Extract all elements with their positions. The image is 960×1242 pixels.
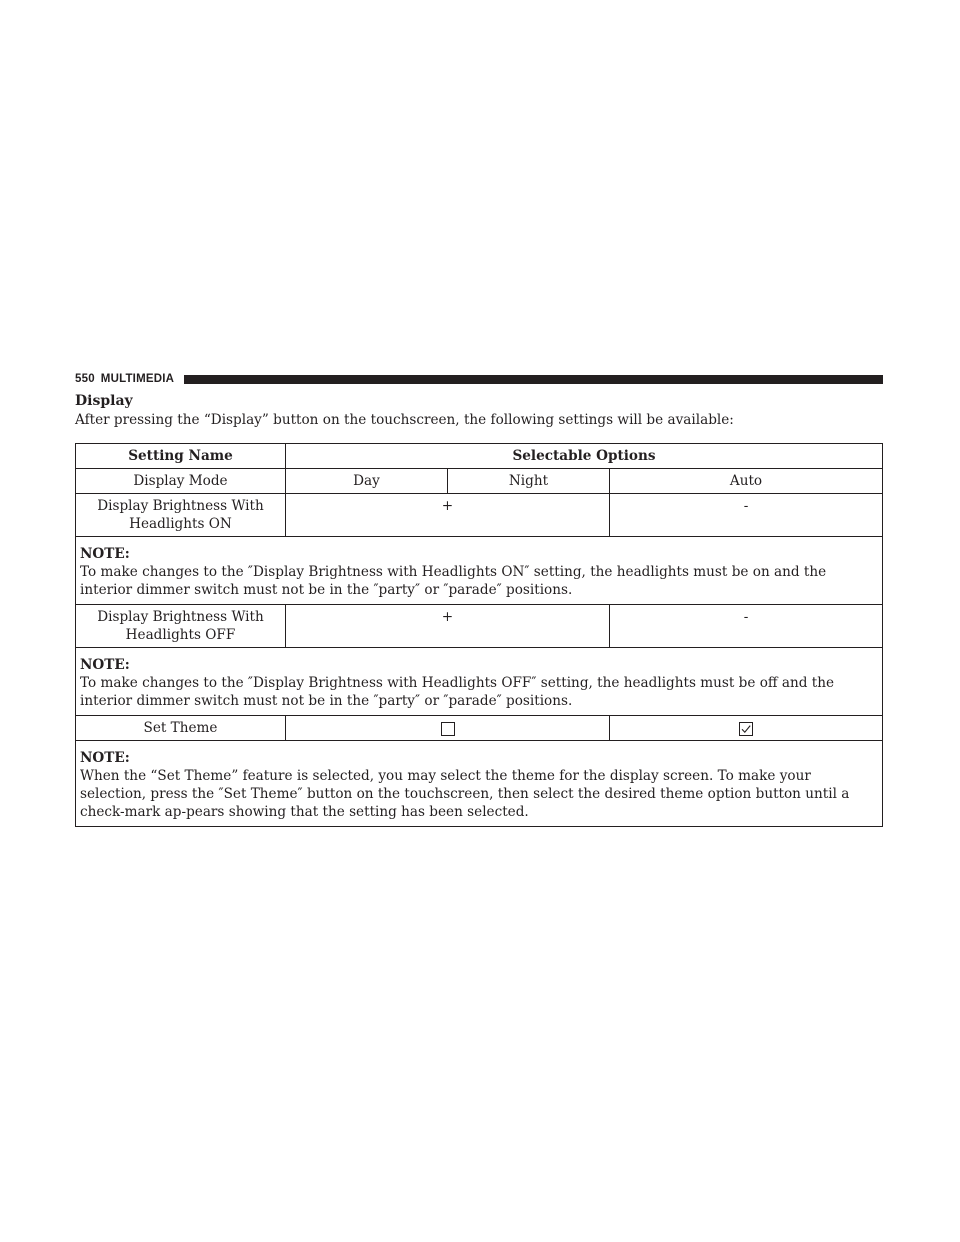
option-auto: Auto [610, 469, 883, 494]
option-theme-checked [610, 716, 883, 741]
header-rule [184, 375, 883, 384]
setting-name-line: Display Brightness With [97, 498, 264, 514]
option-theme-unchecked [286, 716, 610, 741]
note-label: NOTE: [80, 546, 130, 562]
page-number: 550 [75, 373, 95, 385]
table-row [76, 716, 883, 741]
note-brightness-on [76, 537, 883, 605]
option-plus: + [286, 605, 610, 648]
column-header-setting: Setting Name [76, 444, 286, 469]
display-settings-table [75, 443, 883, 827]
option-plus: + [286, 494, 610, 537]
note-text: To make changes to the ″Display Brightness with Headlights OFF″ setting, the headlights must be off and the interior dimmer switch must not be in the ″party″ or ″parade″ positions. [80, 675, 835, 709]
note-label: NOTE: [80, 750, 130, 766]
table-row [76, 469, 883, 494]
option-minus: - [610, 494, 883, 537]
table-row [76, 605, 883, 648]
checked-checkbox-icon [739, 722, 753, 736]
note-label: NOTE: [80, 657, 130, 673]
section-title: MULTIMEDIA [100, 373, 175, 385]
table-row [76, 741, 883, 827]
table-header-row [76, 444, 883, 469]
page-header [75, 371, 883, 387]
empty-checkbox-icon [441, 722, 455, 736]
setting-name-line: Display Brightness With [97, 609, 264, 625]
table-row [76, 494, 883, 537]
table-row [76, 648, 883, 716]
option-minus: - [610, 605, 883, 648]
setting-name-line: Headlights ON [129, 516, 232, 532]
intro-paragraph: After pressing the “Display” button on the touchscreen, the following settings will be available: [75, 412, 734, 428]
option-day: Day [286, 469, 448, 494]
note-text: To make changes to the ″Display Brightness with Headlights ON″ setting, the headlights must be on and the interior dimmer switch must not be in the ″party″ or ″parade″ positions. [80, 564, 827, 598]
setting-name-brightness-on [76, 494, 286, 537]
option-night: Night [448, 469, 610, 494]
table-row [76, 537, 883, 605]
section-heading: Display [75, 393, 133, 409]
setting-name-brightness-off [76, 605, 286, 648]
note-text: When the “Set Theme” feature is selected, you may select the theme for the display screen. To make your selection, press the ″Set Theme″ button on the touchscreen, then select the desired theme option button until a check-mark ap-pears showing that the setting has been selected. [80, 768, 850, 820]
note-brightness-off [76, 648, 883, 716]
column-header-options: Selectable Options [286, 444, 883, 469]
setting-name-set-theme: Set Theme [76, 716, 286, 741]
setting-name-line: Headlights OFF [125, 627, 236, 643]
note-set-theme [76, 741, 883, 827]
setting-name-display-mode: Display Mode [76, 469, 286, 494]
